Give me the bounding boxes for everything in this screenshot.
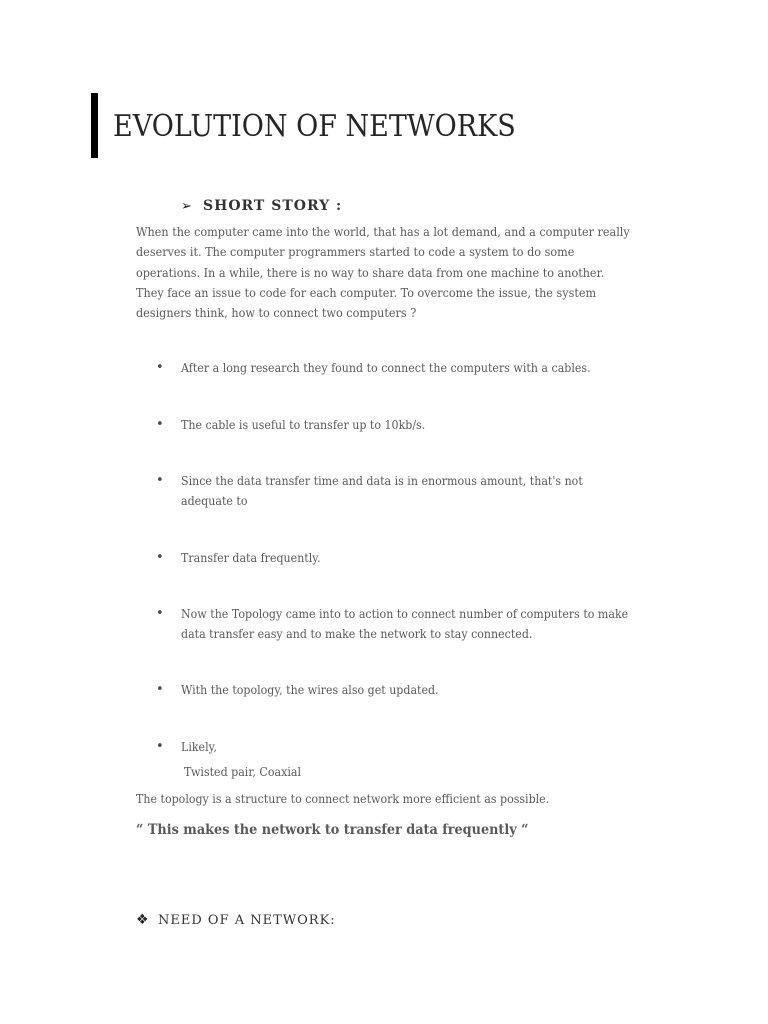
bullet-icon: • (156, 417, 164, 432)
title-accent-bar (91, 93, 98, 158)
bullet-icon: • (156, 682, 164, 697)
short-story-label: SHORT STORY : (203, 198, 343, 214)
list-item-text: After a long research they found to connect the computers with a cables. (181, 361, 591, 375)
short-story-heading (181, 198, 342, 214)
list-item (156, 680, 676, 700)
need-of-network-heading (136, 912, 336, 928)
diamond-bullet-icon: ❖ (136, 912, 149, 928)
list-item-text: Now the Topology came into to action to connect number of computers to make data transfer easy and to make the network to stay connected. (181, 607, 629, 642)
short-story-paragraph: When the computer came into the world, that has a lot demand, and a computer really deserves it. The computer programmers started to code a system to do some operations. In a while, there is no way to share data from one machine to another. They face an issue to code for each computer. To overcome the issue, the system designers think, how to connect two computers ? (136, 225, 630, 321)
list-item (156, 548, 676, 568)
list-item-text: Transfer data frequently. (181, 551, 321, 565)
arrow-bullet-icon: ➢ (181, 198, 192, 214)
list-item-text: The cable is useful to transfer up to 10kb/s. (181, 418, 426, 432)
list-item-text: Likely, (181, 740, 217, 754)
list-item (156, 358, 676, 378)
list-item (156, 737, 676, 757)
list-item (156, 604, 676, 645)
bullet-icon: • (156, 360, 164, 375)
topology-statement: The topology is a structure to connect network more efficient as possible. (136, 792, 550, 806)
bullet-icon: • (156, 473, 164, 488)
list-item-text: Since the data transfer time and data is in enormous amount, that's not adequate to (181, 474, 583, 509)
bullet-icon: • (156, 550, 164, 565)
highlight-quote: “ This makes the network to transfer data frequently “ (136, 822, 529, 838)
page-title: EVOLUTION OF NETWORKS (113, 109, 516, 144)
bullet-icon: • (156, 606, 164, 621)
list-item-text: With the topology, the wires also get updated. (181, 683, 439, 697)
list-item (156, 471, 676, 512)
cable-types-line: Twisted pair, Coaxial (184, 765, 301, 779)
bullet-icon: • (156, 739, 164, 754)
list-item (156, 415, 676, 435)
need-of-network-label: NEED OF A NETWORK: (158, 912, 336, 928)
